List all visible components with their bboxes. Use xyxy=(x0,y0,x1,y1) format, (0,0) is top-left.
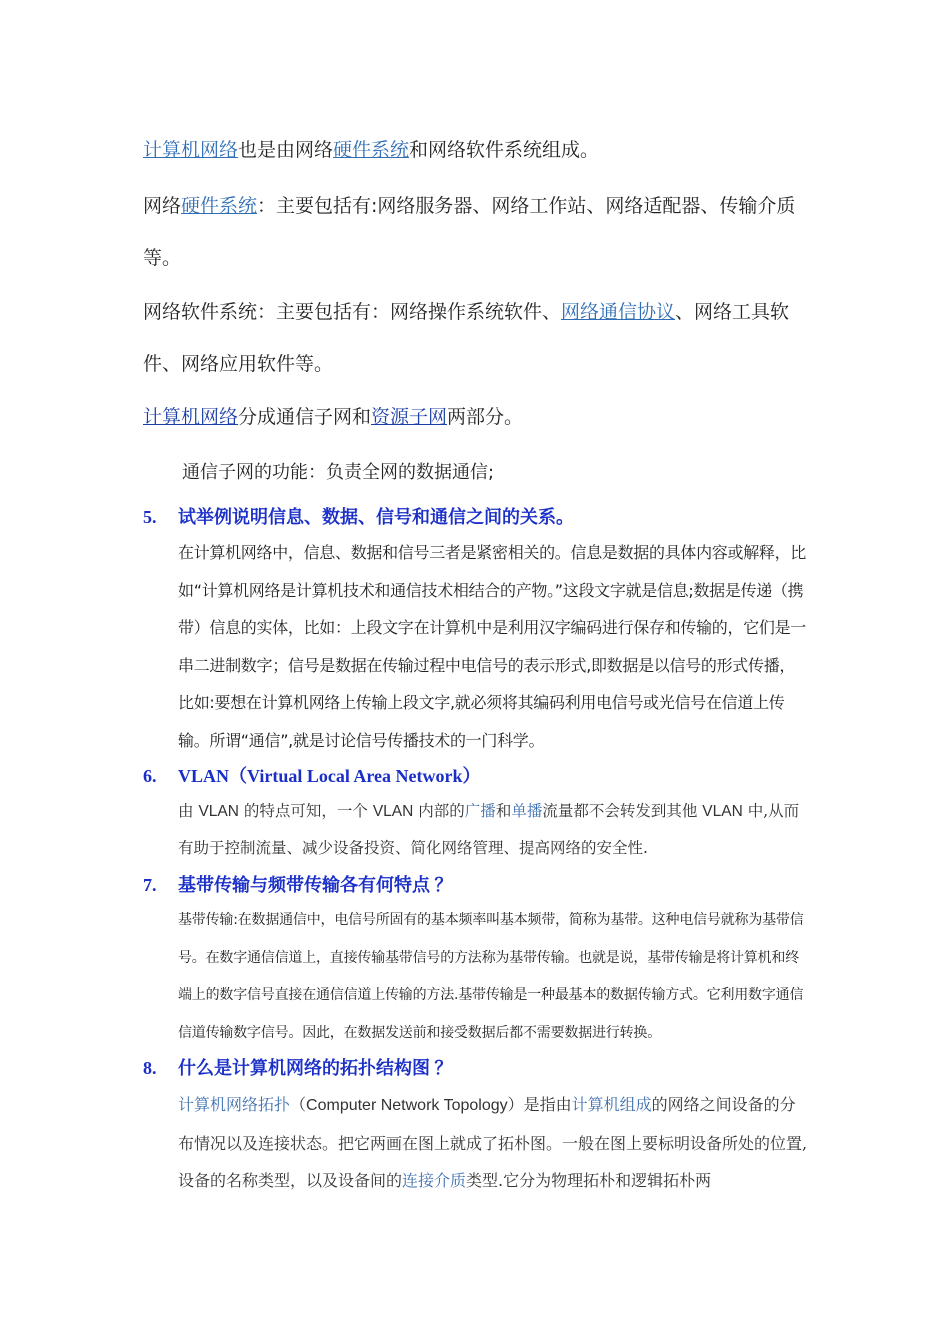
answer-question-8: 计算机网络拓扑（Computer Network Topology）是指由计算机组成的网络之间设备的分布情况以及连接状态。把它两画在图上就成了拓朴图。一般在图上要标明设备所处的位置,设备的名称类型，以及设备间的连接介质类型.它分为物理拓朴和逻辑拓朴两 xyxy=(178,1095,808,1190)
paragraph-network-composition: 计算机网络也是由网络硬件系统和网络软件系统组成。 xyxy=(143,139,600,161)
link-resource-subnet[interactable]: 资源子网 xyxy=(371,406,448,428)
paragraph-communication-subnet: 通信子网的功能：负责全网的数据通信; xyxy=(182,462,495,483)
answer-question-6: 由 VLAN 的特点可知，一个 VLAN 内部的广播和单播流量都不会转发到其他 VLAN 中,从而有助于控制流量、减少设备投资、简化网络管理、提高网络的安全性. xyxy=(178,802,800,857)
heading-question-6: 6. VLAN（Virtual Local Area Network） xyxy=(143,766,481,786)
link-computer-network[interactable]: 计算机网络 xyxy=(143,139,239,161)
heading-question-7: 7. 基带传输与频带传输各有何特点 ？ xyxy=(143,875,453,895)
heading-question-5: 5. 试举例说明信息、数据、信号和通信之间的关系。 xyxy=(143,507,574,527)
link-unicast[interactable]: 单播 xyxy=(511,802,543,820)
answer-question-7: 基带传输:在数据通信中，电信号所固有的基本频率叫基本频带，简称为基带。这种电信号就称为基带信号。在数字通信信道上，直接传输基带信号的方法称为基带传输。也就是说，基带传输是将计算机和终端上的数字信号直接在通信信道上传输的方法.基带传输是一种最基本的数据传输方式。它利用数字通信信道传输数字信号。因此，在数据发送前和接受数据后都不需要数据进行转换。 xyxy=(178,912,804,1041)
link-computer-composition[interactable]: 计算机组成 xyxy=(571,1095,652,1114)
paragraph-hardware-system: 网络硬件系统：主要包括有:网络服务器、网络工作站、网络适配器、传输介质等。 xyxy=(143,195,796,269)
link-network-protocol[interactable]: 网络通信协议 xyxy=(561,301,676,323)
link-computer-network-2[interactable]: 计算机网络 xyxy=(143,406,239,428)
paragraph-subnets: 计算机网络分成通信子网和资源子网两部分。 xyxy=(143,406,524,428)
heading-question-8: 8. 什么是计算机网络的拓扑结构图 ？ xyxy=(143,1058,453,1078)
link-connection-medium[interactable]: 连接介质 xyxy=(402,1171,467,1190)
link-hardware-system-2[interactable]: 硬件系统 xyxy=(181,195,258,217)
link-broadcast[interactable]: 广播 xyxy=(464,802,496,820)
link-hardware-system[interactable]: 硬件系统 xyxy=(333,139,410,161)
answer-question-5: 在计算机网络中，信息、数据和信号三者是紧密相关的。信息是数据的具体内容或解释，比如“计算机网络是计算机技术和通信技术相结合的产物。”这段文字就是信息;数据是传递（携带）信息的实体，比如：上段文字在计算机中是利用汉字编码进行保存和传输的，它们是一串二进制数字；信号是数据在传输过程中电信号的表示形式,即数据是以信号的形式传播，比如:要想在计算机网络上传输上段文字,就必须将其编码利用电信号或光信号在信道上传输。所谓“通信”,就是讨论信号传播技术的一门科学。 xyxy=(178,543,807,750)
paragraph-software-system: 网络软件系统：主要包括有：网络操作系统软件、网络通信协议、网络工具软件、网络应用软件等。 xyxy=(143,301,790,375)
link-network-topology[interactable]: 计算机网络拓扑 xyxy=(178,1095,291,1114)
